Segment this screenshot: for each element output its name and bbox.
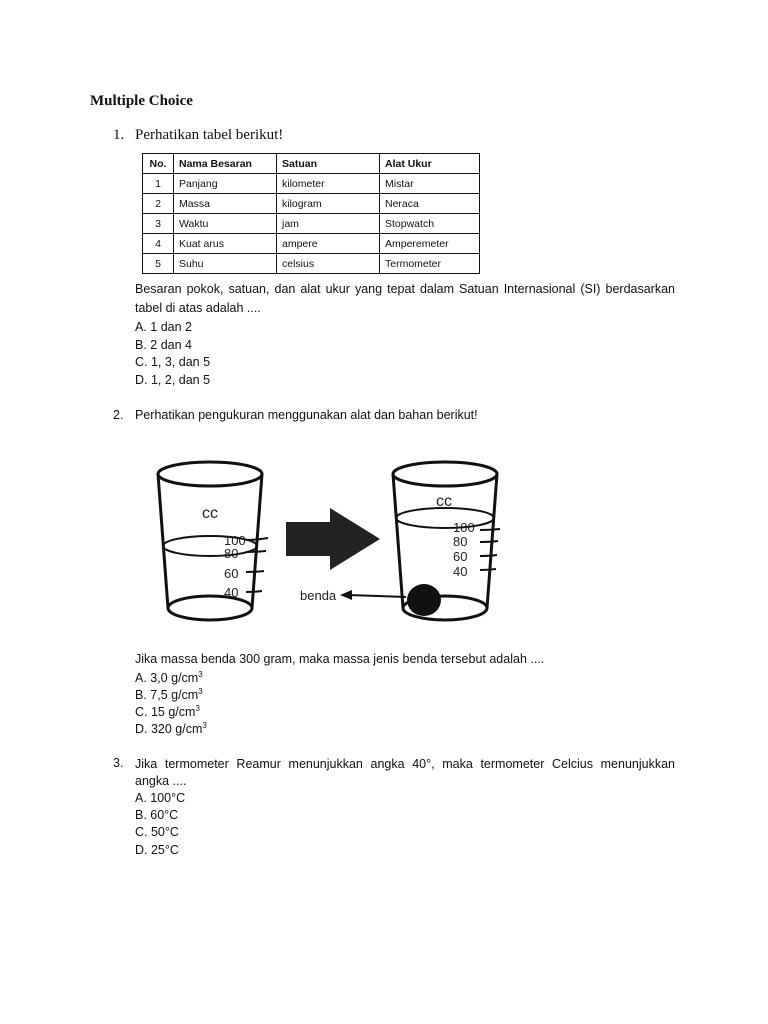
table-header-cell: Nama Besaran bbox=[174, 154, 277, 174]
table-cell: Termometer bbox=[380, 254, 480, 274]
measuring-cylinder-figure bbox=[150, 450, 510, 640]
q1-question-line1: Besaran pokok, satuan, dan alat ukur yang tepat dalam Satuan Internasional (SI) berdasarkan bbox=[135, 282, 675, 296]
table-header-cell: No. bbox=[143, 154, 174, 174]
right-mark: 80 bbox=[453, 534, 468, 549]
q3-option-a: A. 100°C bbox=[135, 791, 186, 805]
right-mark: 100 bbox=[453, 520, 475, 535]
table-header-cell: Satuan bbox=[277, 154, 380, 174]
table-cell: Kuat arus bbox=[174, 234, 277, 254]
left-mark: 40 bbox=[224, 585, 239, 600]
table-cell: Massa bbox=[174, 194, 277, 214]
q3-option-b: B. 60°C bbox=[135, 808, 179, 822]
q1-table bbox=[142, 153, 480, 274]
q3-number: 3. bbox=[113, 756, 124, 770]
table-cell: Neraca bbox=[380, 194, 480, 214]
table-cell: 5 bbox=[143, 254, 174, 274]
table-cell: Waktu bbox=[174, 214, 277, 234]
table-cell: 4 bbox=[143, 234, 174, 254]
table-row bbox=[143, 254, 480, 274]
q1-prompt: Perhatikan tabel berikut! bbox=[135, 127, 284, 143]
object-label: benda bbox=[300, 588, 337, 603]
left-unit-label: cc bbox=[202, 505, 218, 522]
q3-option-c: C. 50°C bbox=[135, 825, 179, 839]
q1-option-b: B. 2 dan 4 bbox=[135, 338, 192, 352]
table-header-cell: Alat Ukur bbox=[380, 154, 480, 174]
table-cell: Amperemeter bbox=[380, 234, 480, 254]
q2-option-b: B. 7,5 $g/cm^3$ bbox=[135, 687, 203, 703]
q1-option-a: A. 1 dan 2 bbox=[135, 320, 192, 334]
object-ball bbox=[407, 584, 441, 616]
table-cell: Suhu bbox=[174, 254, 277, 274]
q3-question-line2: angka .... bbox=[135, 774, 187, 788]
q2-prompt: Perhatikan pengukuran menggunakan alat dan bahan berikut! bbox=[135, 408, 478, 422]
table-cell: celsius bbox=[277, 254, 380, 274]
left-beaker bbox=[158, 462, 268, 620]
table-row bbox=[143, 194, 480, 214]
q2-question: Jika massa benda 300 gram, maka massa jenis benda tersebut adalah .... bbox=[135, 652, 545, 666]
q3-question-line1: Jika termometer Reamur menunjukkan angka 40°, maka termometer Celcius menunjukkan bbox=[135, 757, 675, 771]
arrow-right-icon bbox=[286, 508, 380, 570]
q1-question-line2: tabel di atas adalah .... bbox=[135, 301, 261, 315]
q1-option-d: D. 1, 2, dan 5 bbox=[135, 373, 211, 387]
table-row bbox=[143, 214, 480, 234]
left-mark: 60 bbox=[224, 566, 239, 581]
q2-option-a: A. 3,0 $g/cm^3$ bbox=[135, 670, 203, 686]
table-header-row bbox=[143, 154, 480, 174]
q2-number: 2. bbox=[113, 408, 124, 422]
table-row bbox=[143, 234, 480, 254]
q1-option-c: C. 1, 3, dan 5 bbox=[135, 355, 211, 369]
table-cell: 3 bbox=[143, 214, 174, 234]
q1-number: 1. bbox=[113, 127, 125, 143]
table-cell: jam bbox=[277, 214, 380, 234]
q2-option-d: D. 320 $g/cm^3$ bbox=[135, 721, 207, 737]
q2-option-c: C. 15 $g/cm^3$ bbox=[135, 704, 200, 720]
right-mark: 60 bbox=[453, 549, 468, 564]
table-cell: ampere bbox=[277, 234, 380, 254]
table-row bbox=[143, 174, 480, 194]
arrow-left-icon bbox=[340, 590, 352, 600]
table-cell: kilogram bbox=[277, 194, 380, 214]
table-cell: 2 bbox=[143, 194, 174, 214]
table-cell: 1 bbox=[143, 174, 174, 194]
left-mark: 80 bbox=[224, 546, 239, 561]
table-cell: kilometer bbox=[277, 174, 380, 194]
right-mark: 40 bbox=[453, 564, 468, 579]
q3-option-d: D. 25°C bbox=[135, 843, 179, 857]
table-cell: Panjang bbox=[174, 174, 277, 194]
section-heading: Multiple Choice bbox=[90, 93, 193, 109]
table-cell: Stopwatch bbox=[380, 214, 480, 234]
table-cell: Mistar bbox=[380, 174, 480, 194]
left-mark: 100 bbox=[224, 533, 246, 548]
right-unit-label: cc bbox=[436, 493, 452, 510]
